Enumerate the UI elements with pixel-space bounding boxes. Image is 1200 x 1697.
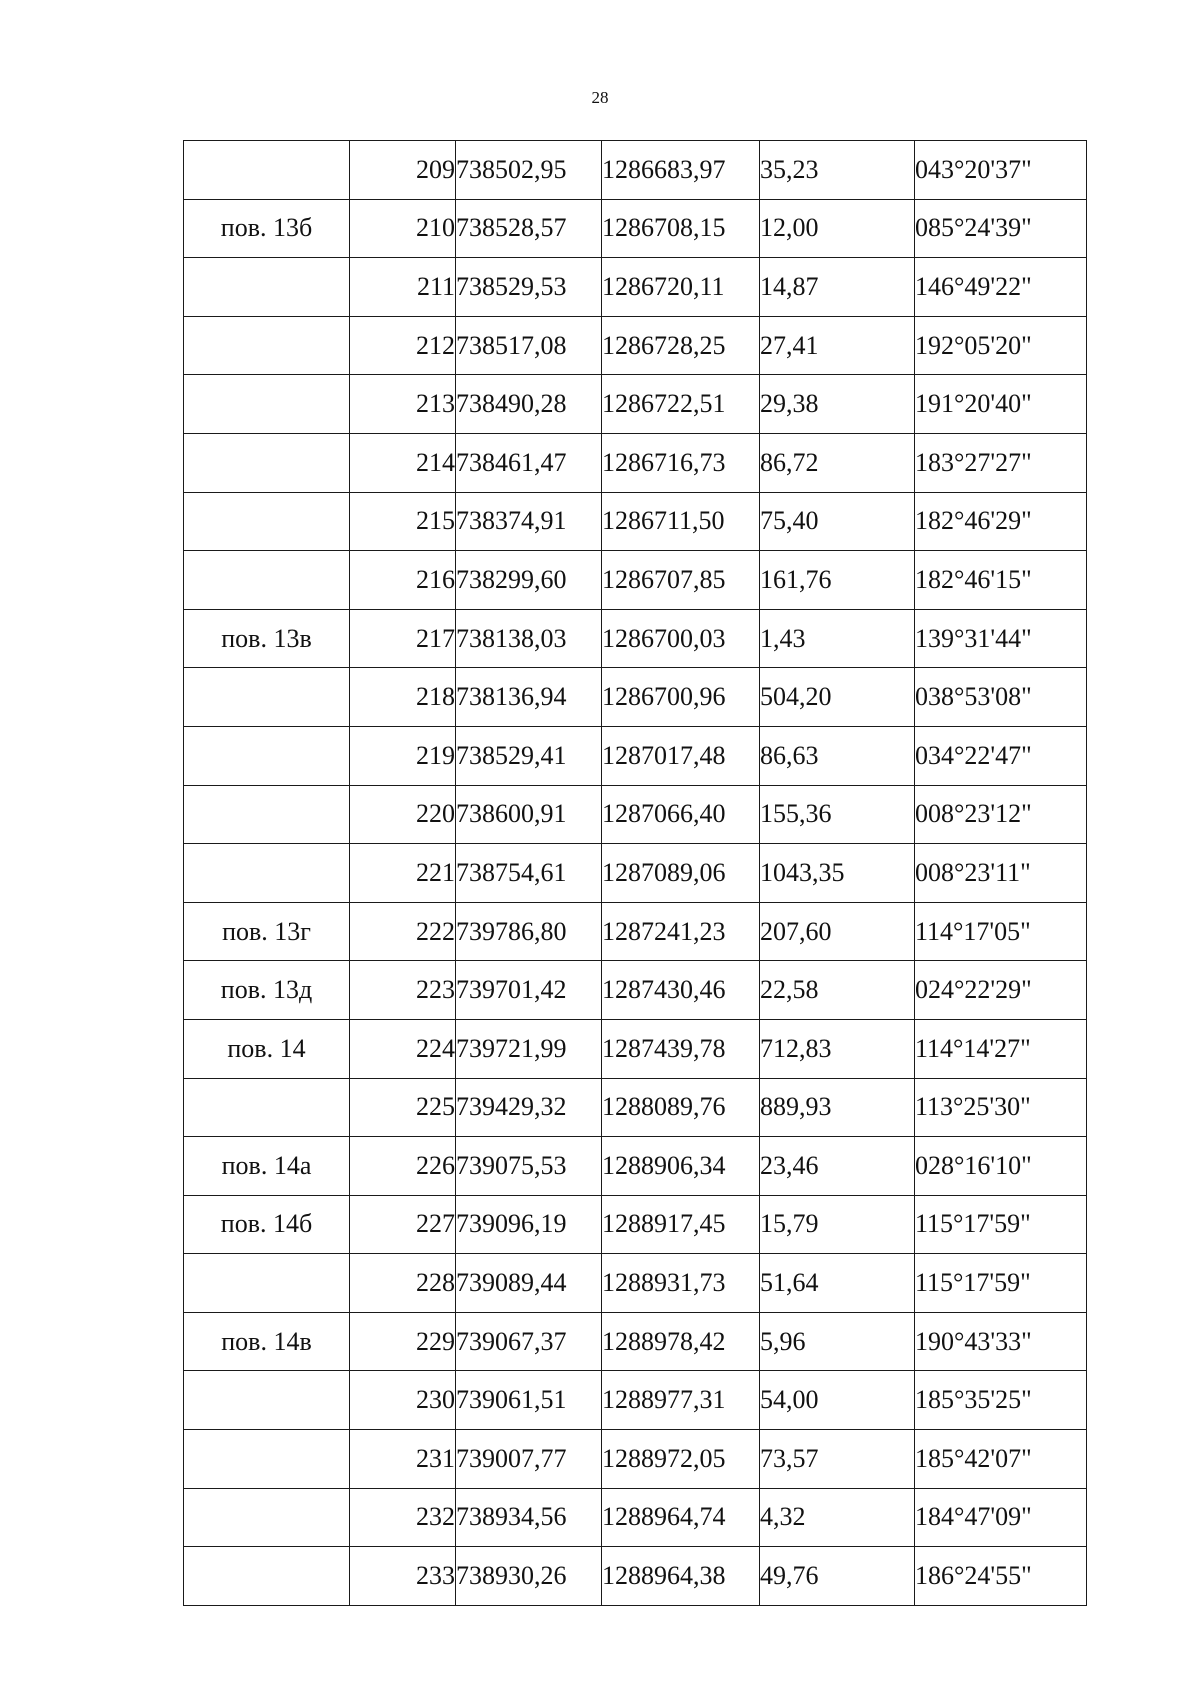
segment-length-cell: 504,20 xyxy=(760,668,915,727)
direction-angle-cell: 139°31'44" xyxy=(915,609,1087,668)
direction-angle-cell: 024°22'29" xyxy=(915,961,1087,1020)
turn-label-cell xyxy=(184,844,350,903)
turn-label-cell xyxy=(184,1371,350,1430)
point-number-cell: 215 xyxy=(350,492,456,551)
table-row xyxy=(184,258,1087,317)
point-number-cell: 211 xyxy=(350,258,456,317)
segment-length-cell: 29,38 xyxy=(760,375,915,434)
x-coordinate-cell: 739061,51 xyxy=(456,1371,602,1430)
y-coordinate-cell: 1288964,74 xyxy=(602,1488,760,1547)
turn-label-cell xyxy=(184,726,350,785)
segment-length-cell: 161,76 xyxy=(760,551,915,610)
table-row xyxy=(184,492,1087,551)
x-coordinate-cell: 738754,61 xyxy=(456,844,602,903)
segment-length-cell: 1043,35 xyxy=(760,844,915,903)
table-row xyxy=(184,902,1087,961)
segment-length-cell: 75,40 xyxy=(760,492,915,551)
y-coordinate-cell: 1286720,11 xyxy=(602,258,760,317)
segment-length-cell: 4,32 xyxy=(760,1488,915,1547)
segment-length-cell: 22,58 xyxy=(760,961,915,1020)
table-row xyxy=(184,1019,1087,1078)
direction-angle-cell: 192°05'20" xyxy=(915,316,1087,375)
segment-length-cell: 14,87 xyxy=(760,258,915,317)
turn-label-cell xyxy=(184,1430,350,1489)
x-coordinate-cell: 738138,03 xyxy=(456,609,602,668)
table-row xyxy=(184,1547,1087,1606)
table-row xyxy=(184,844,1087,903)
turn-label-cell xyxy=(184,258,350,317)
y-coordinate-cell: 1286722,51 xyxy=(602,375,760,434)
table-row xyxy=(184,1195,1087,1254)
x-coordinate-cell: 738136,94 xyxy=(456,668,602,727)
segment-length-cell: 207,60 xyxy=(760,902,915,961)
y-coordinate-cell: 1287241,23 xyxy=(602,902,760,961)
point-number-cell: 216 xyxy=(350,551,456,610)
x-coordinate-cell: 738374,91 xyxy=(456,492,602,551)
direction-angle-cell: 034°22'47" xyxy=(915,726,1087,785)
x-coordinate-cell: 739089,44 xyxy=(456,1254,602,1313)
x-coordinate-cell: 738529,53 xyxy=(456,258,602,317)
turn-label-cell xyxy=(184,1547,350,1606)
y-coordinate-cell: 1286716,73 xyxy=(602,433,760,492)
segment-length-cell: 1,43 xyxy=(760,609,915,668)
point-number-cell: 231 xyxy=(350,1430,456,1489)
table-row xyxy=(184,141,1087,200)
x-coordinate-cell: 738299,60 xyxy=(456,551,602,610)
direction-angle-cell: 038°53'08" xyxy=(915,668,1087,727)
turn-label-cell xyxy=(184,785,350,844)
turn-label-cell xyxy=(184,1254,350,1313)
segment-length-cell: 889,93 xyxy=(760,1078,915,1137)
y-coordinate-cell: 1288089,76 xyxy=(602,1078,760,1137)
point-number-cell: 233 xyxy=(350,1547,456,1606)
segment-length-cell: 73,57 xyxy=(760,1430,915,1489)
coordinates-table-body xyxy=(184,141,1087,1606)
coordinates-table xyxy=(183,140,1087,1606)
segment-length-cell: 155,36 xyxy=(760,785,915,844)
direction-angle-cell: 182°46'29" xyxy=(915,492,1087,551)
direction-angle-cell: 115°17'59" xyxy=(915,1254,1087,1313)
table-row xyxy=(184,1254,1087,1313)
turn-label-cell xyxy=(184,1488,350,1547)
direction-angle-cell: 182°46'15" xyxy=(915,551,1087,610)
turn-label-cell xyxy=(184,375,350,434)
segment-length-cell: 12,00 xyxy=(760,199,915,258)
direction-angle-cell: 114°14'27" xyxy=(915,1019,1087,1078)
turn-label-cell xyxy=(184,668,350,727)
direction-angle-cell: 183°27'27" xyxy=(915,433,1087,492)
segment-length-cell: 86,72 xyxy=(760,433,915,492)
point-number-cell: 223 xyxy=(350,961,456,1020)
segment-length-cell: 5,96 xyxy=(760,1312,915,1371)
x-coordinate-cell: 738934,56 xyxy=(456,1488,602,1547)
y-coordinate-cell: 1287430,46 xyxy=(602,961,760,1020)
x-coordinate-cell: 738528,57 xyxy=(456,199,602,258)
direction-angle-cell: 190°43'33" xyxy=(915,1312,1087,1371)
point-number-cell: 212 xyxy=(350,316,456,375)
direction-angle-cell: 184°47'09" xyxy=(915,1488,1087,1547)
table-row xyxy=(184,1137,1087,1196)
x-coordinate-cell: 739007,77 xyxy=(456,1430,602,1489)
segment-length-cell: 15,79 xyxy=(760,1195,915,1254)
y-coordinate-cell: 1287066,40 xyxy=(602,785,760,844)
x-coordinate-cell: 739096,19 xyxy=(456,1195,602,1254)
segment-length-cell: 49,76 xyxy=(760,1547,915,1606)
x-coordinate-cell: 738529,41 xyxy=(456,726,602,785)
x-coordinate-cell: 739721,99 xyxy=(456,1019,602,1078)
y-coordinate-cell: 1286728,25 xyxy=(602,316,760,375)
segment-length-cell: 712,83 xyxy=(760,1019,915,1078)
x-coordinate-cell: 739786,80 xyxy=(456,902,602,961)
table-row xyxy=(184,375,1087,434)
y-coordinate-cell: 1286700,03 xyxy=(602,609,760,668)
x-coordinate-cell: 739701,42 xyxy=(456,961,602,1020)
point-number-cell: 221 xyxy=(350,844,456,903)
x-coordinate-cell: 739067,37 xyxy=(456,1312,602,1371)
y-coordinate-cell: 1286700,96 xyxy=(602,668,760,727)
y-coordinate-cell: 1288931,73 xyxy=(602,1254,760,1313)
x-coordinate-cell: 738502,95 xyxy=(456,141,602,200)
table-row xyxy=(184,1488,1087,1547)
point-number-cell: 230 xyxy=(350,1371,456,1430)
direction-angle-cell: 185°35'25" xyxy=(915,1371,1087,1430)
segment-length-cell: 23,46 xyxy=(760,1137,915,1196)
turn-label-cell xyxy=(184,551,350,610)
point-number-cell: 210 xyxy=(350,199,456,258)
segment-length-cell: 35,23 xyxy=(760,141,915,200)
turn-label-cell: пов. 13в xyxy=(184,609,350,668)
segment-length-cell: 51,64 xyxy=(760,1254,915,1313)
turn-label-cell xyxy=(184,1078,350,1137)
point-number-cell: 213 xyxy=(350,375,456,434)
point-number-cell: 217 xyxy=(350,609,456,668)
direction-angle-cell: 114°17'05" xyxy=(915,902,1087,961)
x-coordinate-cell: 739075,53 xyxy=(456,1137,602,1196)
y-coordinate-cell: 1288917,45 xyxy=(602,1195,760,1254)
y-coordinate-cell: 1286707,85 xyxy=(602,551,760,610)
y-coordinate-cell: 1286683,97 xyxy=(602,141,760,200)
point-number-cell: 214 xyxy=(350,433,456,492)
direction-angle-cell: 191°20'40" xyxy=(915,375,1087,434)
table-row xyxy=(184,609,1087,668)
point-number-cell: 220 xyxy=(350,785,456,844)
x-coordinate-cell: 739429,32 xyxy=(456,1078,602,1137)
turn-label-cell: пов. 13д xyxy=(184,961,350,1020)
page-number: 28 xyxy=(591,88,609,107)
turn-label-cell xyxy=(184,141,350,200)
table-row xyxy=(184,1078,1087,1137)
point-number-cell: 222 xyxy=(350,902,456,961)
point-number-cell: 209 xyxy=(350,141,456,200)
y-coordinate-cell: 1288972,05 xyxy=(602,1430,760,1489)
direction-angle-cell: 185°42'07" xyxy=(915,1430,1087,1489)
x-coordinate-cell: 738930,26 xyxy=(456,1547,602,1606)
point-number-cell: 225 xyxy=(350,1078,456,1137)
segment-length-cell: 54,00 xyxy=(760,1371,915,1430)
turn-label-cell: пов. 14а xyxy=(184,1137,350,1196)
direction-angle-cell: 113°25'30" xyxy=(915,1078,1087,1137)
y-coordinate-cell: 1287089,06 xyxy=(602,844,760,903)
turn-label-cell: пов. 13г xyxy=(184,902,350,961)
point-number-cell: 232 xyxy=(350,1488,456,1547)
segment-length-cell: 27,41 xyxy=(760,316,915,375)
table-row xyxy=(184,726,1087,785)
point-number-cell: 228 xyxy=(350,1254,456,1313)
point-number-cell: 227 xyxy=(350,1195,456,1254)
table-row xyxy=(184,199,1087,258)
turn-label-cell: пов. 13б xyxy=(184,199,350,258)
table-row xyxy=(184,316,1087,375)
y-coordinate-cell: 1286711,50 xyxy=(602,492,760,551)
y-coordinate-cell: 1288977,31 xyxy=(602,1371,760,1430)
turn-label-cell: пов. 14в xyxy=(184,1312,350,1371)
table-row xyxy=(184,668,1087,727)
table-row xyxy=(184,433,1087,492)
point-number-cell: 219 xyxy=(350,726,456,785)
x-coordinate-cell: 738461,47 xyxy=(456,433,602,492)
direction-angle-cell: 146°49'22" xyxy=(915,258,1087,317)
direction-angle-cell: 043°20'37" xyxy=(915,141,1087,200)
point-number-cell: 224 xyxy=(350,1019,456,1078)
y-coordinate-cell: 1286708,15 xyxy=(602,199,760,258)
x-coordinate-cell: 738490,28 xyxy=(456,375,602,434)
table-row xyxy=(184,1430,1087,1489)
turn-label-cell xyxy=(184,433,350,492)
table-row xyxy=(184,1371,1087,1430)
y-coordinate-cell: 1288978,42 xyxy=(602,1312,760,1371)
turn-label-cell xyxy=(184,492,350,551)
direction-angle-cell: 115°17'59" xyxy=(915,1195,1087,1254)
point-number-cell: 229 xyxy=(350,1312,456,1371)
direction-angle-cell: 008°23'11" xyxy=(915,844,1087,903)
point-number-cell: 226 xyxy=(350,1137,456,1196)
direction-angle-cell: 028°16'10" xyxy=(915,1137,1087,1196)
table-row xyxy=(184,551,1087,610)
direction-angle-cell: 085°24'39" xyxy=(915,199,1087,258)
direction-angle-cell: 008°23'12" xyxy=(915,785,1087,844)
turn-label-cell xyxy=(184,316,350,375)
turn-label-cell: пов. 14б xyxy=(184,1195,350,1254)
y-coordinate-cell: 1288906,34 xyxy=(602,1137,760,1196)
direction-angle-cell: 186°24'55" xyxy=(915,1547,1087,1606)
y-coordinate-cell: 1287017,48 xyxy=(602,726,760,785)
y-coordinate-cell: 1287439,78 xyxy=(602,1019,760,1078)
turn-label-cell: пов. 14 xyxy=(184,1019,350,1078)
table-row xyxy=(184,961,1087,1020)
x-coordinate-cell: 738600,91 xyxy=(456,785,602,844)
table-row xyxy=(184,785,1087,844)
segment-length-cell: 86,63 xyxy=(760,726,915,785)
y-coordinate-cell: 1288964,38 xyxy=(602,1547,760,1606)
table-row xyxy=(184,1312,1087,1371)
x-coordinate-cell: 738517,08 xyxy=(456,316,602,375)
point-number-cell: 218 xyxy=(350,668,456,727)
